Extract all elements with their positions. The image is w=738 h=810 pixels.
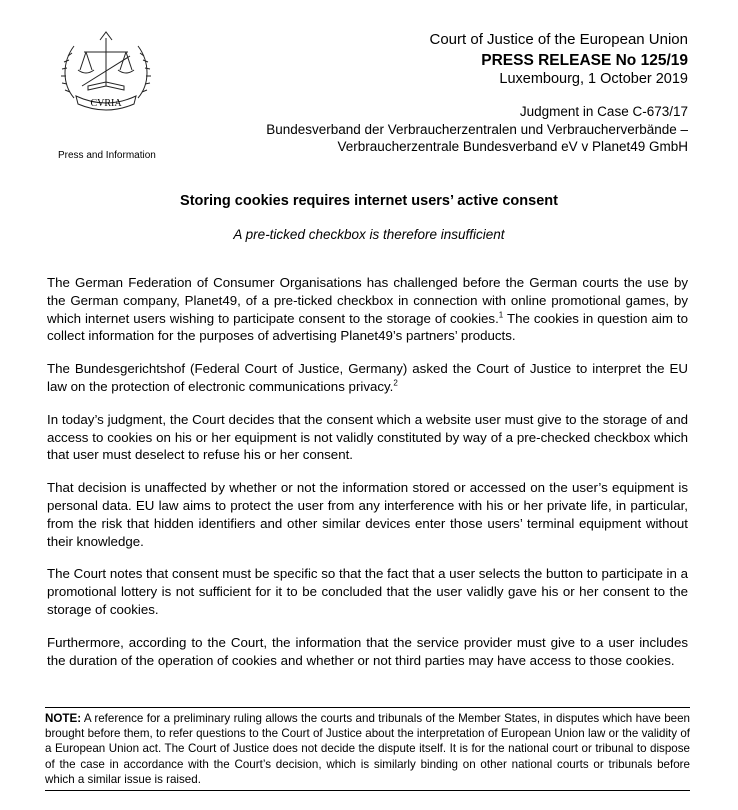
- court-name: Court of Justice of the European Union: [429, 31, 688, 48]
- page-title: Storing cookies requires internet users’ active consent: [180, 193, 558, 209]
- header-block: [266, 30, 688, 156]
- paragraph-5: The Court notes that consent must be specific so that the fact that a user selects the button to participate in a promotional lottery is not sufficient for it to be concluded that the user validly gave his or her consent to the storage of cookies.: [47, 566, 688, 617]
- note-box: [45, 707, 690, 791]
- paragraph-1-text-b: The cookies in question aim to collect information for the purposes of advertising Planet49’s partners’ products.: [47, 310, 688, 344]
- paragraph-6: Furthermore, according to the Court, the information that the service provider must give to a user includes the duration of the operation of cookies and whether or not third parties may have access to those cookies.: [47, 634, 688, 668]
- footnote-ref-2: 2: [393, 378, 398, 388]
- paragraph-1-text-a: The German Federation of Consumer Organisations has challenged before the German courts the use by the German company, Planet49, of a pre-ticked checkbox in connection with online promotional games, by which internet users wishing to participate consent to the storage of cookies.: [47, 275, 688, 326]
- paragraph-2: [47, 360, 688, 396]
- article-body: [47, 274, 688, 684]
- place-date: Luxembourg, 1 October 2019: [499, 71, 688, 87]
- paragraph-2-text: The Bundesgerichtshof (Federal Court of Justice, Germany) asked the Court of Justice to interpret the EU law on the protection of electronic communications privacy.: [47, 361, 688, 394]
- parties-line-2: Verbraucherzentrale Bundesverband eV v Planet49 GmbH: [337, 139, 688, 154]
- paragraph-4: That decision is unaffected by whether or not the information stored or accessed on the user’s equipment is personal data. EU law aims to protect the user from any interference with his or her private life, in particular, from the risk that hidden identifiers and other similar devices enter those users’ terminal equipment without their knowledge.: [47, 480, 688, 549]
- note-label: NOTE:: [45, 712, 82, 725]
- paragraph-1: [47, 274, 688, 345]
- court-emblem-icon: [50, 26, 162, 116]
- logo-text: CVRIA: [90, 98, 122, 109]
- judgment-case: Judgment in Case C-673/17: [519, 104, 688, 119]
- press-and-information-label: Press and Information: [58, 150, 156, 161]
- cvria-logo: [50, 26, 162, 116]
- footnote-ref-1: 1: [498, 310, 504, 320]
- parties-line-1: Bundesverband der Verbraucherzentralen und Verbraucherverbände –: [266, 121, 688, 137]
- paragraph-3: In today’s judgment, the Court decides that the consent which a website user must give to the storage of and access to cookies on his or her equipment is not validly constituted by way of a pre-checked checkbox which that user must deselect to refuse his or her consent.: [47, 411, 688, 463]
- press-release-number: PRESS RELEASE No 125/19: [481, 52, 688, 69]
- page-subtitle: A pre-ticked checkbox is therefore insufficient: [233, 227, 505, 242]
- note-text: A reference for a preliminary ruling allows the courts and tribunals of the Member States, in disputes which have been brought before them, to refer questions to the Court of Justice about the interpretation of European Union law or the validity of a European Union act. The Court of Justice does not decide the dispute itself. It is for the national court or tribunal to dispose of the case in accordance with the Court’s decision, which is similarly binding on other national courts or tribunals before which a similar issue is raised.: [45, 712, 690, 786]
